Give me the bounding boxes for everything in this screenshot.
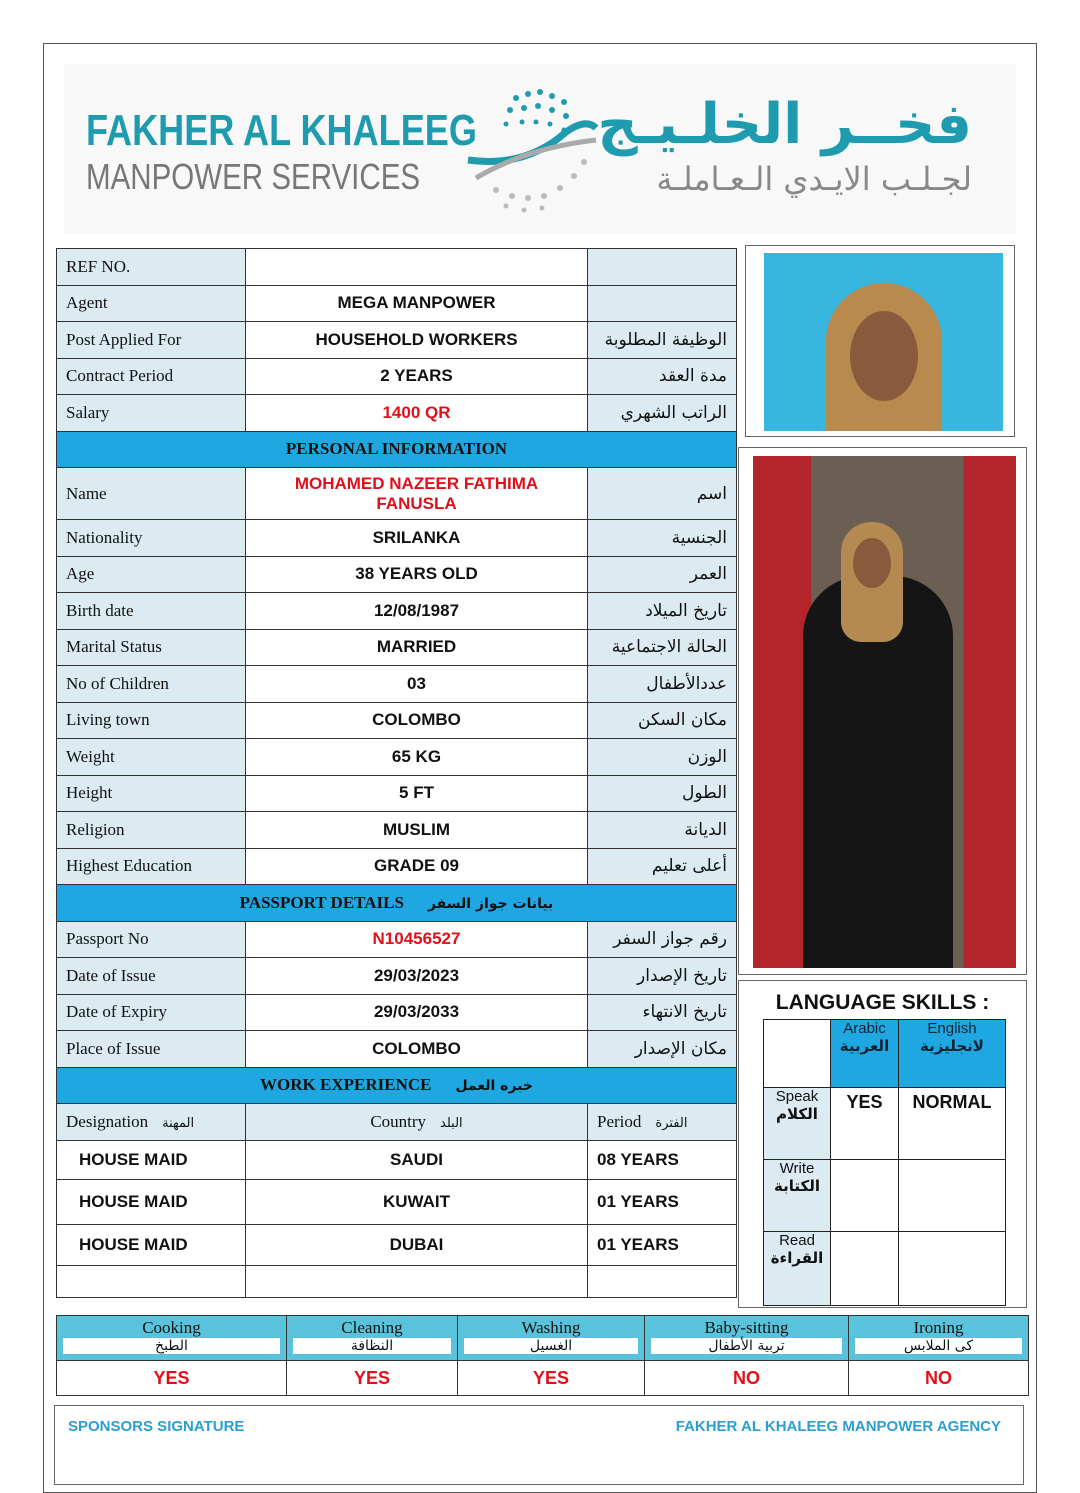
field-label-arabic: أعلى تعليم (588, 848, 737, 885)
field-value: 5 FT (246, 775, 588, 812)
info-row (57, 322, 737, 359)
field-value: GRADE 09 (246, 848, 588, 885)
info-row (57, 958, 737, 995)
skills-table (56, 1315, 1029, 1396)
skill-name: Cleaning (341, 1318, 403, 1337)
field-value (246, 249, 588, 286)
field-value: SRILANKA (246, 520, 588, 557)
write-english-value (899, 1160, 1006, 1232)
info-row (57, 812, 737, 849)
field-value: MEGA MANPOWER (246, 285, 588, 322)
info-row (57, 468, 737, 520)
work-cell: 01 YEARS (588, 1179, 737, 1224)
language-corner-cell (764, 1020, 831, 1088)
language-skills-panel (738, 980, 1027, 1308)
passport-photo (745, 245, 1015, 437)
work-cell: DUBAI (246, 1224, 588, 1265)
work-cell: 08 YEARS (588, 1140, 737, 1179)
info-row (57, 285, 737, 322)
field-label-arabic: العمر (588, 556, 737, 593)
field-label-arabic: مكان الإصدار (588, 1031, 737, 1068)
field-label: Birth date (57, 593, 246, 630)
info-row (57, 921, 737, 958)
skill-header-cooking (57, 1316, 287, 1361)
passport-section (57, 885, 737, 922)
read-english-value (899, 1232, 1006, 1306)
write-arabic-value (831, 1160, 899, 1232)
work-cell: KUWAIT (246, 1179, 588, 1224)
personal-section-title-en: PERSONAL INFORMATION (285, 439, 508, 459)
skill-value-ironing: NO (849, 1361, 1029, 1396)
skill-name: Cooking (142, 1318, 201, 1337)
language-skills-title: LANGUAGE SKILLS : (775, 991, 990, 1014)
info-row (57, 666, 737, 703)
skill-name: Washing (521, 1318, 581, 1337)
field-label-arabic: الديانة (588, 812, 737, 849)
field-value: MOHAMED NAZEER FATHIMA FANUSLA (246, 468, 588, 520)
field-label: Name (57, 468, 246, 520)
skill-header-baby-sitting (645, 1316, 849, 1361)
work-section-title-en: WORK EXPERIENCE (260, 1075, 432, 1095)
skill-name-arabic: تربية الأطفال (651, 1338, 842, 1354)
work-cell (588, 1265, 737, 1297)
field-value: 65 KG (246, 739, 588, 776)
logo-en-line2: MANPOWER SERVICES (86, 156, 421, 197)
skill-name-arabic: کی الملابس (855, 1338, 1022, 1354)
field-label: Marital Status (57, 629, 246, 666)
work-cell: HOUSE MAID (57, 1179, 246, 1224)
work-col-header (588, 1104, 737, 1141)
work-col-en: Designation (66, 1111, 149, 1131)
work-row (57, 1140, 737, 1179)
field-value: COLOMBO (246, 702, 588, 739)
full-body-photo (738, 447, 1027, 975)
field-value: COLOMBO (246, 1031, 588, 1068)
field-label-arabic: الحالة الاجتماعية (588, 629, 737, 666)
field-value: 2 YEARS (246, 358, 588, 395)
field-label-arabic: تاريخ الانتهاء (588, 994, 737, 1031)
field-label-arabic (588, 249, 737, 286)
field-label: No of Children (57, 666, 246, 703)
sponsor-signature-label: SPONSORS SIGNATURE (68, 1418, 245, 1435)
field-value: MUSLIM (246, 812, 588, 849)
field-label: Agent (57, 285, 246, 322)
work-col-ar: الفترة (655, 1115, 688, 1131)
agency-signature-label: FAKHER AL KHALEEG MANPOWER AGENCY (675, 1418, 1001, 1435)
work-section-title (57, 1067, 737, 1104)
field-label: Religion (57, 812, 246, 849)
field-label: Salary (57, 395, 246, 432)
skill-name-arabic: الطبخ (63, 1338, 280, 1354)
work-col-header (57, 1104, 246, 1141)
read-arabic-value (831, 1232, 899, 1306)
language-row-speak: Speak الكلام (764, 1088, 831, 1160)
info-row (57, 994, 737, 1031)
info-row (57, 520, 737, 557)
field-label-arabic: رقم جواز السفر (588, 921, 737, 958)
logo-ar-line1: فخــر الخلـيـج (597, 92, 972, 157)
field-label: Height (57, 775, 246, 812)
skill-header-ironing (849, 1316, 1029, 1361)
work-col-en: Period (597, 1111, 642, 1131)
info-row (57, 739, 737, 776)
skill-value-washing: YES (458, 1361, 645, 1396)
field-value: 12/08/1987 (246, 593, 588, 630)
info-row (57, 629, 737, 666)
work-col-ar: البلد (440, 1115, 463, 1131)
field-label: Weight (57, 739, 246, 776)
field-value: 03 (246, 666, 588, 703)
work-cell: 01 YEARS (588, 1224, 737, 1265)
skill-name-arabic: الغسيل (464, 1338, 638, 1354)
signature-box (54, 1405, 1024, 1485)
field-label-arabic: الجنسية (588, 520, 737, 557)
info-row (57, 358, 737, 395)
field-label-arabic: مكان السكن (588, 702, 737, 739)
field-label: Age (57, 556, 246, 593)
company-logo (64, 64, 1016, 234)
work-cell: HOUSE MAID (57, 1224, 246, 1265)
info-row (57, 848, 737, 885)
field-value: HOUSEHOLD WORKERS (246, 322, 588, 359)
passport-section-title (57, 885, 737, 922)
logo-en-line1: FAKHER AL KHALEEG (86, 106, 477, 155)
info-row (57, 702, 737, 739)
field-label: Post Applied For (57, 322, 246, 359)
field-label: Living town (57, 702, 246, 739)
personal-section (57, 431, 737, 468)
field-label-arabic: تاريخ الإصدار (588, 958, 737, 995)
work-cell: SAUDI (246, 1140, 588, 1179)
skill-header-cleaning (287, 1316, 458, 1361)
field-label: Date of Expiry (57, 994, 246, 1031)
info-row (57, 1031, 737, 1068)
work-cell: HOUSE MAID (57, 1140, 246, 1179)
field-label: REF NO. (57, 249, 246, 286)
info-row (57, 556, 737, 593)
field-label-arabic: الوظيفة المطلوبة (588, 322, 737, 359)
field-value: 29/03/2033 (246, 994, 588, 1031)
work-section-title-ar: خبره العمل (455, 1078, 533, 1095)
info-row (57, 249, 737, 286)
field-value: 29/03/2023 (246, 958, 588, 995)
field-label: Place of Issue (57, 1031, 246, 1068)
work-col-header (246, 1104, 588, 1141)
work-col-ar: المهنة (162, 1115, 195, 1131)
field-label: Contract Period (57, 358, 246, 395)
speak-english-value: NORMAL (899, 1088, 1006, 1160)
skill-header-washing (458, 1316, 645, 1361)
field-label: Passport No (57, 921, 246, 958)
language-col-english: English لانجليزية (899, 1020, 1006, 1088)
info-row (57, 593, 737, 630)
skill-value-cleaning: YES (287, 1361, 458, 1396)
work-header-row (57, 1104, 737, 1141)
speak-arabic-value: YES (831, 1088, 899, 1160)
globe-dots-icon (466, 78, 606, 218)
work-row (57, 1224, 737, 1265)
field-label: Date of Issue (57, 958, 246, 995)
work-section (57, 1067, 737, 1104)
work-cell (246, 1265, 588, 1297)
field-label-arabic (588, 285, 737, 322)
field-value: 1400 QR (246, 395, 588, 432)
work-col-en: Country (370, 1111, 427, 1131)
passport-section-title-en: PASSPORT DETAILS (239, 892, 404, 912)
field-label: Nationality (57, 520, 246, 557)
logo-ar-line2: لجـلـب الايـدي الـعـاملـة (656, 160, 972, 198)
field-label-arabic: تاريخ الميلاد (588, 593, 737, 630)
skill-value-baby-sitting: NO (645, 1361, 849, 1396)
field-value: N10456527 (246, 921, 588, 958)
language-row-write: Write الكتابة (764, 1160, 831, 1232)
work-row (57, 1179, 737, 1224)
field-label-arabic: الراتب الشهري (588, 395, 737, 432)
field-label-arabic: الوزن (588, 739, 737, 776)
info-row (57, 395, 737, 432)
language-col-arabic: Arabic العربية (831, 1020, 899, 1088)
field-label: Highest Education (57, 848, 246, 885)
field-value: MARRIED (246, 629, 588, 666)
cv-table (56, 248, 737, 1298)
field-label-arabic: اسم (588, 468, 737, 520)
field-label-arabic: عددالأطفال (588, 666, 737, 703)
language-row-read: Read القراءة (764, 1232, 831, 1306)
field-label-arabic: الطول (588, 775, 737, 812)
skill-name: Ironing (913, 1318, 964, 1337)
info-row (57, 775, 737, 812)
skill-name: Baby-sitting (704, 1318, 789, 1337)
work-cell (57, 1265, 246, 1297)
passport-section-title-ar: بيانات جواز السفر (427, 895, 554, 912)
field-label-arabic: مدة العقد (588, 358, 737, 395)
skill-name-arabic: النظافة (293, 1338, 451, 1354)
skill-value-cooking: YES (57, 1361, 287, 1396)
personal-section-title (57, 431, 737, 468)
field-value: 38 YEARS OLD (246, 556, 588, 593)
work-row (57, 1265, 737, 1297)
